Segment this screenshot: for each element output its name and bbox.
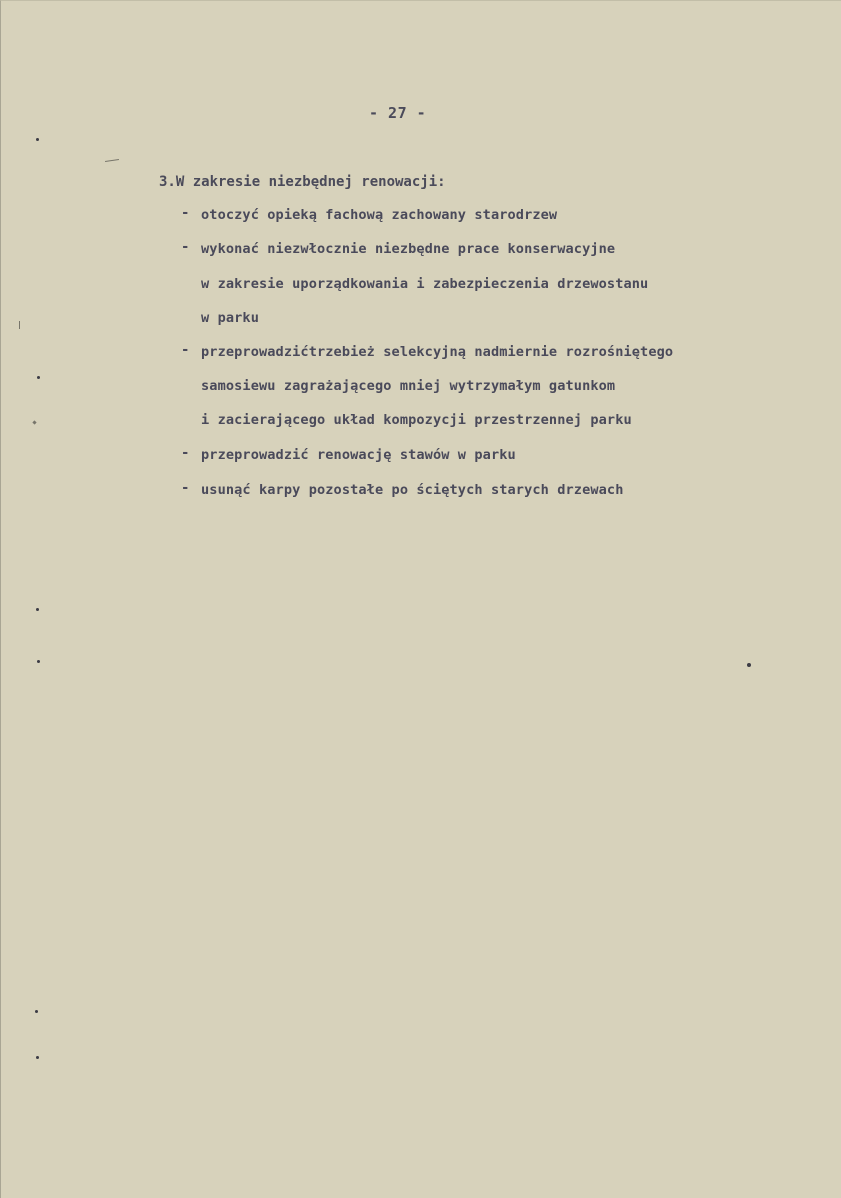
margin-speck [36,138,39,141]
margin-speck [747,663,751,667]
margin-mark [19,321,20,329]
margin-mark [105,159,119,162]
list-bullet: - [181,445,190,461]
section-heading: 3.W zakresie niezbędnej renowacji: [159,174,446,190]
margin-speck [37,660,40,663]
margin-mark [32,420,36,424]
list-item-text: i zacierającego układ kompozycji przestrzennej parku [201,412,632,428]
margin-speck [35,1010,38,1013]
margin-speck [36,1056,39,1059]
list-bullet: - [181,239,190,255]
list-item-text: usunąć karpy pozostałe po ściętych starych drzewach [201,482,624,498]
list-item-text: przeprowadzić renowację stawów w parku [201,447,516,463]
list-item-text: w zakresie uporządkowania i zabezpieczenia drzewostanu [201,276,649,292]
list-bullet: - [181,205,190,221]
list-bullet: - [181,342,190,358]
list-item-text: przeprowadzićtrzebież selekcyjną nadmiernie rozrośniętego [201,344,674,360]
list-item-text: samosiewu zagrażającego mniej wytrzymałym gatunkom [201,378,616,394]
list-item-text: w parku [201,310,259,326]
list-item-text: otoczyć opieką fachową zachowany starodrzew [201,207,558,223]
margin-speck [37,376,40,379]
page-number: - 27 - [369,104,427,122]
list-item-text: wykonać niezwłocznie niezbędne prace konserwacyjne [201,241,616,257]
list-bullet: - [181,480,190,496]
margin-speck [36,608,39,611]
